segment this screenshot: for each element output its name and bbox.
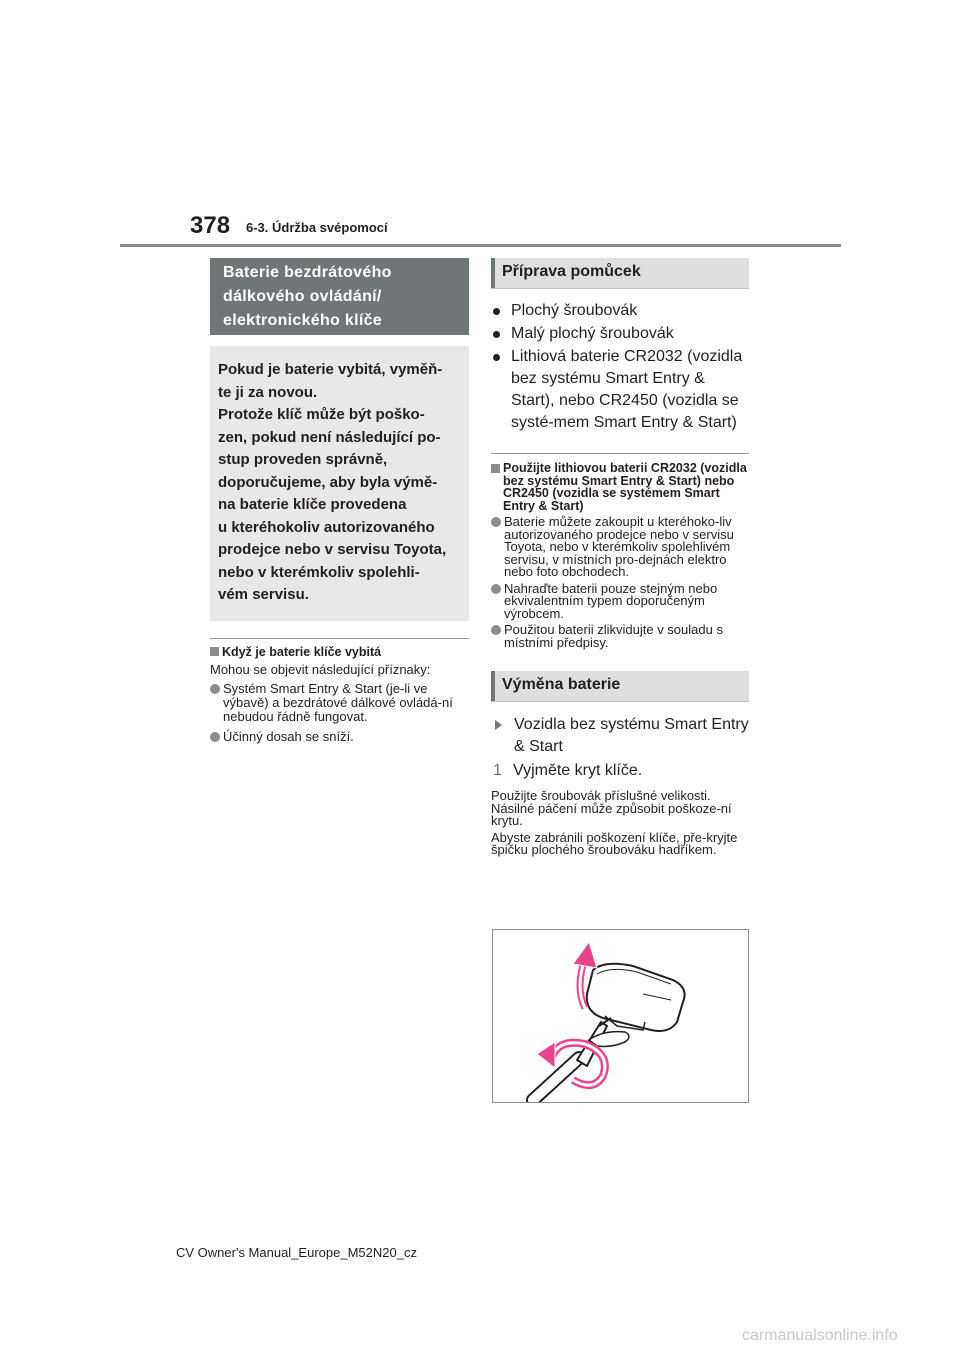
list-item: Nahraďte baterii pouze stejným nebo ekvivalentním typem doporučeným výrobcem. — [491, 583, 749, 621]
left-column — [210, 258, 469, 744]
dead-battery-note-heading: Když je baterie klíče vybitá — [210, 645, 469, 659]
footer-text: CV Owner's Manual_Europe_M52N20_cz — [176, 1245, 417, 1260]
list-item: Účinný dosah se sníží. — [210, 730, 469, 744]
bullet-icon — [493, 354, 500, 361]
divider — [210, 638, 469, 639]
summary-line: zen, pokud není následující po- — [218, 428, 441, 446]
summary-line: vém servisu. — [218, 586, 309, 603]
summary-line: doporučujeme, aby byla výmě- — [218, 473, 438, 491]
condition-row: Vozidla bez systému Smart Entry & Start — [491, 714, 749, 758]
bullet-icon — [493, 331, 500, 338]
circle-bullet-icon — [491, 517, 501, 527]
circle-bullet-icon — [491, 584, 501, 594]
list-item: Lithiová baterie CR2032 (vozidla bez systému Smart Entry & Start), nebo CR2450 (vozidla se systé-mem Smart Entry & Start) — [491, 346, 749, 434]
list-item: Baterie můžete zakoupit u kteréhoko-liv autorizovaného prodejce nebo v servisu Toyota, nebo v kterémkoliv spolehlivém servisu, v místních pro-dejnách elektro nebo foto obchodech. — [491, 516, 749, 579]
right-column — [491, 258, 749, 857]
title-line: dálkového ovládání/ — [223, 288, 382, 305]
key-cover-screwdriver-icon — [493, 930, 748, 1102]
list-item: Malý plochý šroubovák — [491, 323, 749, 345]
section-title: 6-3. Údržba svépomocí — [246, 220, 388, 235]
step-note: Abyste zabránili poškození klíče, pře-kryjte špičku plochého šroubováku hadříkem. — [491, 829, 738, 857]
summary-line: na baterie klíče provedena — [218, 496, 407, 513]
summary-box — [210, 346, 469, 621]
site-watermark: carmanualsonline.info — [742, 1327, 898, 1344]
battery-type-note-heading: Použijte lithiovou baterii CR2032 (vozidla bez systému Smart Entry & Start) nebo CR2450 (vozidla se systémem Smart Entry & Start) — [491, 462, 749, 512]
battery-type-note — [491, 453, 749, 649]
summary-line: nebo v kterémkoliv spolehli- — [218, 563, 420, 581]
replace-battery-heading: Výměna baterie — [491, 671, 749, 702]
key-cover-illustration — [492, 929, 749, 1103]
step-row: 1 Vyjměte kryt klíče. — [491, 760, 749, 782]
circle-bullet-icon — [210, 732, 220, 742]
title-line: Baterie bezdrátového — [223, 264, 392, 281]
circle-bullet-icon — [210, 684, 220, 694]
dead-battery-note-intro: Mohou se objevit následující příznaky: — [210, 661, 431, 677]
battery-section-title — [210, 258, 469, 335]
tools-list — [491, 300, 749, 434]
summary-line: prodejce nebo v servisu Toyota, — [218, 541, 447, 558]
summary-line: stup proveden správně, — [218, 451, 388, 468]
header-rule — [120, 244, 841, 247]
list-item: Systém Smart Entry & Start (je-li ve výbavě) a bezdrátové dálkové ovládá-ní nebudou řádně fungovat. — [210, 682, 469, 724]
summary-line: Pokud je baterie vybitá, vyměň- — [218, 361, 443, 378]
step-number: 1 — [493, 762, 502, 779]
summary-line: u kteréhokoliv autorizovaného — [218, 518, 435, 536]
bullet-icon — [493, 308, 500, 315]
circle-bullet-icon — [491, 625, 501, 635]
list-item: Plochý šroubovák — [491, 300, 749, 322]
step-note: Použijte šroubovák příslušné velikosti. Násilné páčení může způsobit poškoze-ní krytu. — [491, 788, 732, 828]
square-bullet-icon — [491, 464, 500, 473]
title-line: elektronického klíče — [223, 312, 382, 329]
square-bullet-icon — [210, 647, 219, 656]
tools-heading: Příprava pomůcek — [491, 258, 749, 289]
triangle-marker-icon — [495, 720, 502, 730]
summary-line: Protože klíč může být poško- — [218, 406, 425, 423]
summary-line: te ji za novou. — [218, 383, 318, 401]
page-number: 378 — [190, 212, 231, 239]
list-item: Použitou baterii zlikvidujte v souladu s místními předpisy. — [491, 624, 749, 649]
